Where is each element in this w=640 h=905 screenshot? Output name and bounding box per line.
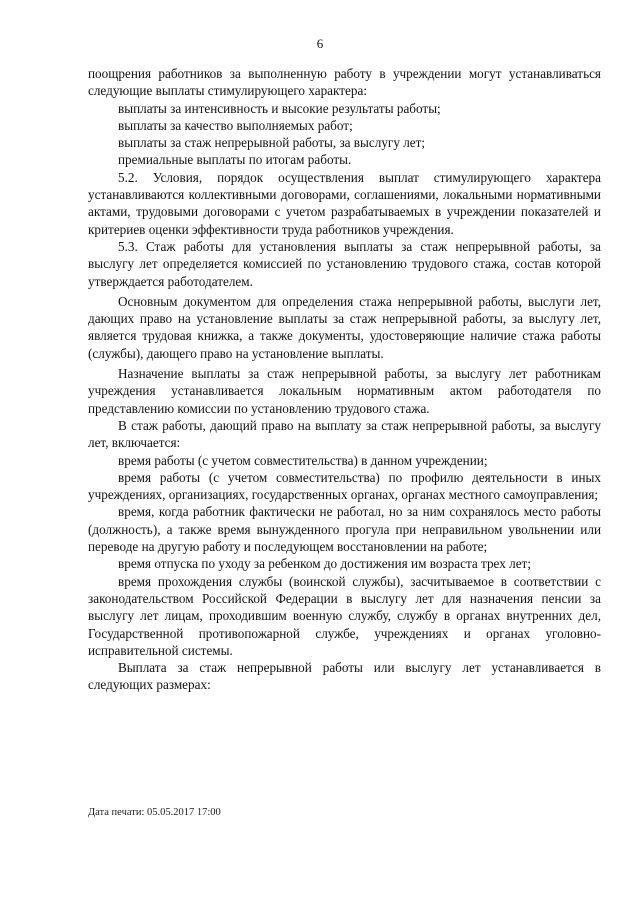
print-date-footer: Дата печати: 05.05.2017 17:00 [88, 807, 221, 818]
paragraph: поощрения работников за выполненную работу в учреждении могут устанавливаться следующие выплаты стимулирующего характера: [88, 66, 601, 99]
list-item: выплаты за интенсивность и высокие результаты работы; [118, 100, 441, 116]
paragraph: В стаж работы, дающий право на выплату за стаж непрерывной работы, за выслугу лет, включается: [88, 417, 601, 451]
list-item: премиальные выплаты по итогам работы. [118, 152, 352, 168]
list-item: время отпуска по уходу за ребенком до достижения им возраста трех лет; [118, 556, 531, 572]
section-5-2: 5.2. Условия, порядок осуществления выплат стимулирующего характера устанавливаются коллективными договорами, соглашениями, локальными нормативными актами, трудовыми договорами с учетом разрабатываемых в учреждении показателей и критериев оценки эффективности труда работников учреждения. [88, 169, 601, 237]
list-item: время прохождения службы (воинской службы), засчитываемое в соответствии с законодательством Российской Федерации в выслугу лет для назначения пенсии за выслугу лет лицам, проходившим военную службу, службу в органах внутренних дел, Государственной противопожарной службе, учреждениях и органах уголовно-исправительной системы. [88, 573, 601, 658]
list-item: время работы (с учетом совместительства) по профилю деятельности в иных учреждениях, организациях, государственных органах, органах местного самоуправления; [88, 469, 601, 503]
paragraph: Основным документом для определения стажа непрерывной работы, выслуги лет, дающих право на установление выплаты за стаж непрерывной работы, за выслугу лет, является трудовая книжка, а также документы, удостоверяющие наличие стажа работы (службы), дающего право на установление выплаты. [88, 293, 601, 361]
section-5-3: 5.3. Стаж работы для установления выплаты за стаж непрерывной работы, за выслугу лет определяется комиссией по установлению трудового стажа, состав которой утверждается работодателем. [88, 238, 601, 289]
document-body [88, 65, 601, 694]
list-item: время работы (с учетом совместительства) в данном учреждении; [118, 452, 488, 468]
list-item: выплаты за качество выполняемых работ; [118, 117, 353, 133]
page-number: 6 [316, 36, 324, 51]
paragraph: Выплата за стаж непрерывной работы или выслугу лет устанавливается в следующих размерах: [88, 660, 601, 693]
list-item: выплаты за стаж непрерывной работы, за выслугу лет; [118, 135, 426, 151]
paragraph: Назначение выплаты за стаж непрерывной работы, за выслугу лет работникам учреждения устанавливается локальным нормативным актом работодателя по представлению комиссии по установлению трудового стажа. [88, 366, 601, 416]
list-item: время, когда работник фактически не работал, но за ним сохранялось место работы (должность), а также время вынужденного прогула при неправильном увольнении или переводе на другую работу и последующем восстановлении на работе; [88, 504, 601, 555]
